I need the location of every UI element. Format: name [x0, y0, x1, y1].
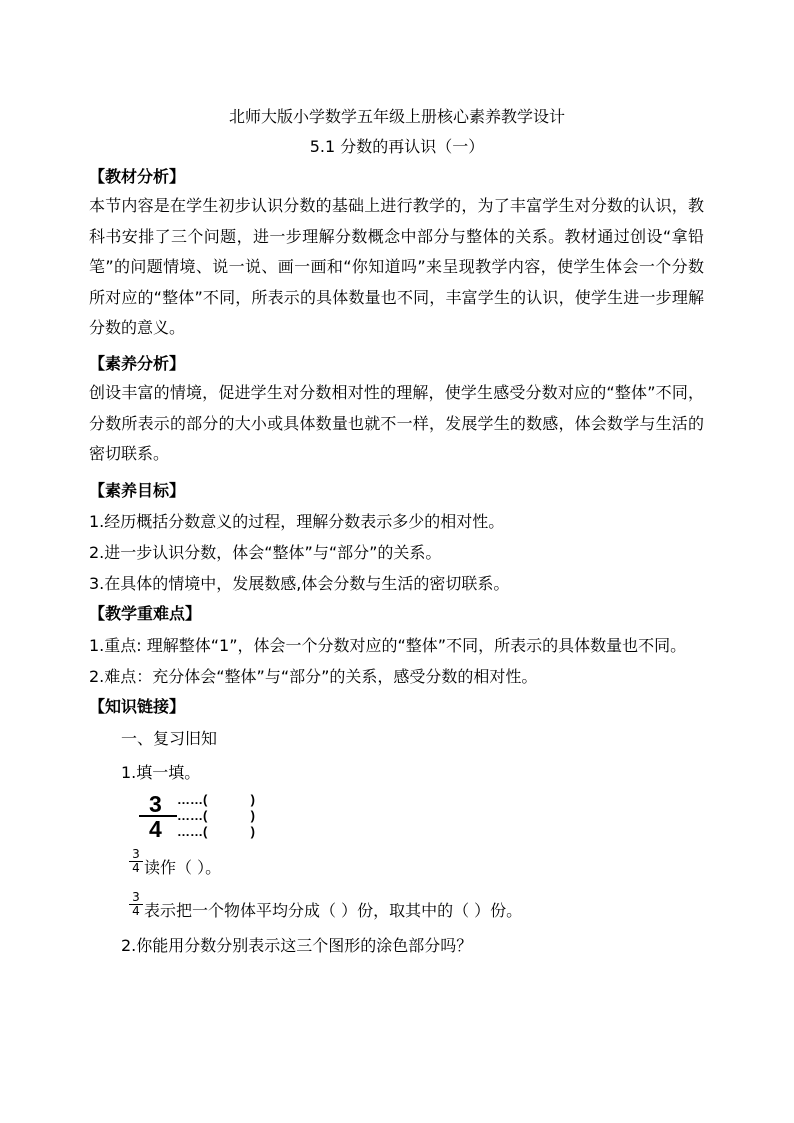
small-fraction-numerator: 3 — [129, 848, 143, 862]
fraction-numerator: 3 — [149, 791, 162, 817]
section-heading-zhongnandian: 【教学重难点】 — [89, 604, 202, 623]
fraction-diagram — [137, 791, 287, 841]
document-subtitle: 5.1 分数的再认识（一） — [309, 137, 485, 156]
review-heading: 一、复习旧知 — [121, 729, 218, 748]
goal-item-2: 2.进一步认识分数，体会“整体”与“部分”的关系。 — [89, 543, 442, 562]
section-heading-lianjie: 【知识链接】 — [89, 697, 186, 716]
goal-item-3: 3.在具体的情境中，发展数感,体会分数与生活的密切联系。 — [89, 574, 510, 593]
fraction-denominator: 4 — [149, 816, 162, 842]
paragraph-suyang: 创设丰富的情境，促进学生对分数相对性的理解，使学生感受分数对应的“整体”不同，分数所表示的部分的大小或具体数量也就不一样，发展学生的数感，体会数学与生活的密切联系。 — [89, 383, 704, 463]
small-fraction-denominator: 4 — [132, 904, 140, 918]
document-title: 北师大版小学数学五年级上册核心素养教学设计 — [228, 107, 565, 126]
question-2-label: 2.你能用分数分别表示这三个图形的涂色部分吗？ — [121, 936, 473, 955]
section-heading-suyang: 【素养分析】 — [89, 354, 186, 373]
keypoint-item-1: 1.重点: 理解整体“1”，体会一个分数对应的“整体”不同，所表示的具体数量也不同。 — [89, 636, 687, 655]
goal-item-1: 1.经历概括分数意义的过程，理解分数表示多少的相对性。 — [89, 512, 505, 531]
section-heading-mubiao: 【素养目标】 — [89, 481, 186, 500]
blank-line-numerator: ……( ) — [177, 792, 255, 807]
small-fraction-numerator: 3 — [129, 891, 143, 905]
paragraph-jiaocai: 本节内容是在学生初步认识分数的基础上进行教学的，为了丰富学生对分数的认识，教科书安排了三个问题，进一步理解分数概念中部分与整体的关系。教材通过创设“拿铅笔”的问题情境、说一说、画一画和“你知道吗”来呈现教学内容，使学生体会一个分数所对应的“整体”不同，所表示的具体数量也不同，丰富学生的认识，使学生进一步理解分数的意义。 — [89, 196, 704, 337]
read-as-prompt: 读作（ ）。 — [144, 858, 222, 877]
small-fraction-denominator: 4 — [132, 861, 140, 875]
small-fraction-read — [129, 848, 143, 875]
question-1-label: 1.填一填。 — [121, 763, 201, 782]
section-heading-jiaocai: 【教材分析】 — [89, 167, 186, 186]
blank-line-bar: ……( ) — [177, 808, 255, 823]
means-prompt: 表示把一个物体平均分成（ ）份，取其中的（ ）份。 — [144, 901, 523, 920]
small-fraction-means — [129, 891, 143, 918]
keypoint-item-2: 2.难点：充分体会“整体”与“部分”的关系，感受分数的相对性。 — [89, 667, 538, 686]
blank-line-denominator: ……( ) — [177, 824, 255, 839]
